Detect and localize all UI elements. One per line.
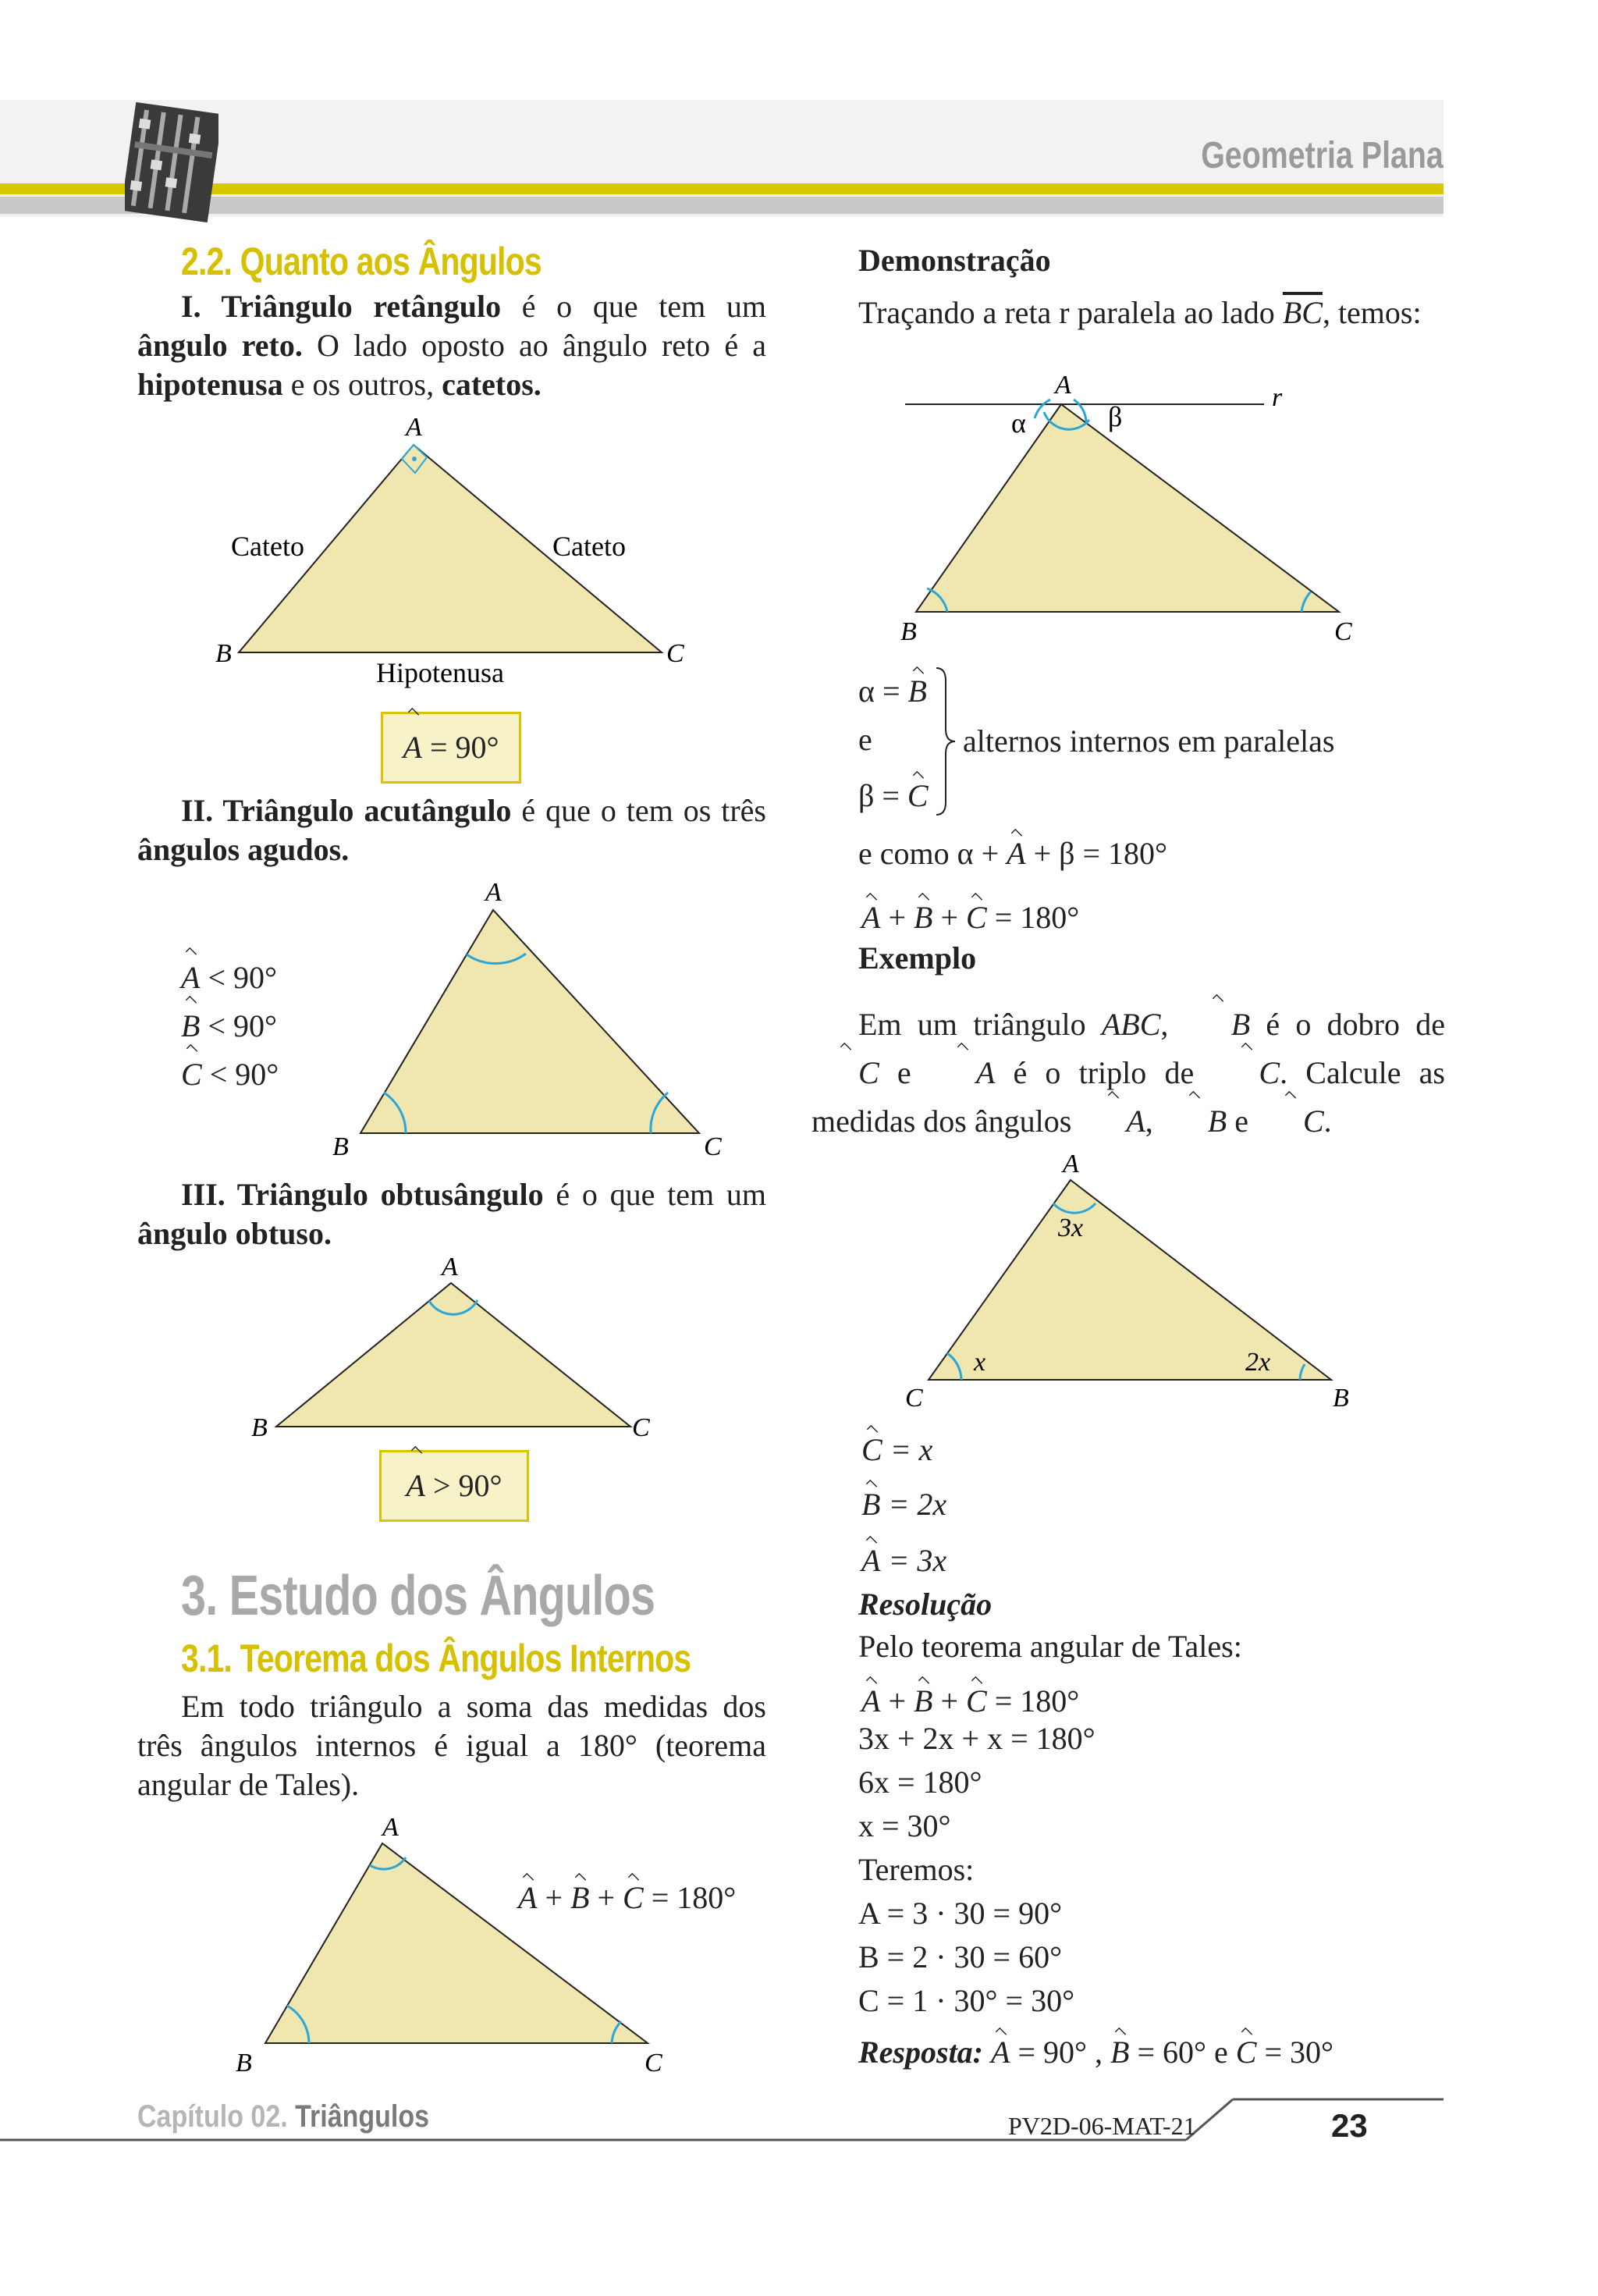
result-b: B = 2 · 30 = 60° xyxy=(858,1939,1063,1974)
vertex-b: B xyxy=(251,1413,268,1442)
vertex-a: A xyxy=(442,1253,458,1281)
relation: > 90° xyxy=(424,1468,502,1503)
text: , temos: xyxy=(1322,295,1422,330)
hypotenuse-label: Hipotenusa xyxy=(376,657,504,688)
resolution-text: Pelo teorema angular de Tales: xyxy=(858,1629,1242,1664)
resolution-sum: A + B + C = 180° xyxy=(861,1683,1080,1718)
demonstration-figure xyxy=(874,367,1389,648)
relation-a: A < 90° xyxy=(181,954,279,1002)
heading-2-2: 2.2. Quanto aos Ângulos xyxy=(181,240,542,283)
paragraph-acute-triangle xyxy=(137,791,766,869)
result-a: A = 3 · 30 = 90° xyxy=(858,1896,1063,1931)
vertex-c: C xyxy=(666,639,684,668)
vertex-b: B xyxy=(332,1132,349,1161)
acute-triangle-figure xyxy=(320,874,741,1163)
vertex-a: A xyxy=(485,878,502,907)
vertex-c: C xyxy=(1334,617,1352,646)
vertex-a: A xyxy=(382,1813,399,1842)
resolution-title: Resolução xyxy=(858,1587,993,1622)
eq-beta: β = C xyxy=(858,778,929,813)
angle-2x: 2x xyxy=(1245,1348,1271,1377)
term: I. Triângulo retângulo xyxy=(181,289,502,324)
term: catetos. xyxy=(442,367,542,402)
term: III. Triângulo obtusângulo xyxy=(181,1177,544,1212)
vertex-c: C xyxy=(704,1132,722,1161)
beta-label: β xyxy=(1108,401,1123,432)
paragraph-tales: Em todo triângulo a soma das medidas dos três ângulos internos é igual a 180° (teorema angular de Tales). xyxy=(137,1689,766,1802)
text: e os outros, xyxy=(282,367,442,402)
angle-3x: 3x xyxy=(1058,1214,1084,1242)
sum-equation-left: A + B + C = 180° xyxy=(518,1880,737,1915)
header-section-title: Geometria Plana xyxy=(1201,135,1444,176)
result-c: C = 1 · 30° = 30° xyxy=(858,1983,1075,2018)
obtuse-angle-box xyxy=(379,1450,529,1522)
segment-bc: $\overline{BC}$ xyxy=(1282,295,1323,330)
heading-3-1: 3.1. Teorema dos Ângulos Internos xyxy=(181,1637,691,1680)
paragraph-obtuse-triangle xyxy=(137,1175,766,1253)
step-1: 3x + 2x + x = 180° xyxy=(858,1721,1096,1756)
right-triangle-figure xyxy=(211,412,694,693)
teremos: Teremos: xyxy=(858,1852,975,1887)
abacus-logo xyxy=(125,100,218,229)
text: é que o tem os três xyxy=(511,793,766,828)
paragraph-right-triangle xyxy=(137,287,766,404)
vertex-c: C xyxy=(632,1413,650,1442)
eq-alpha: α = B xyxy=(858,674,927,709)
term: II. Triângulo acutângulo xyxy=(181,793,512,828)
relation-b: B < 90° xyxy=(181,1002,279,1050)
angle-var: A xyxy=(407,1452,425,1519)
example-title: Exemplo xyxy=(858,940,977,976)
line-b-2x: B = 2x xyxy=(861,1487,947,1522)
cateto-right-label: Cateto xyxy=(552,531,626,562)
line-a-3x: A = 3x xyxy=(861,1543,947,1578)
vertex-a: A xyxy=(406,413,422,442)
relation: = 90° xyxy=(421,730,499,765)
alpha-label: α xyxy=(1011,407,1026,439)
curly-brace xyxy=(932,665,963,818)
relation-c: C < 90° xyxy=(181,1050,279,1099)
footer-code: PV2D-06-MAT-21 xyxy=(1008,2112,1196,2140)
text: é o que tem um xyxy=(501,289,766,324)
term: hipotenusa xyxy=(137,367,283,402)
vertex-b: B xyxy=(236,2049,252,2074)
sum-triangle-figure xyxy=(226,1809,679,2074)
brace-text: alternos internos em paralelas xyxy=(963,723,1335,759)
answer-line: Resposta: A = 90° , B = 60° e C = 30° xyxy=(858,2035,1333,2070)
example-triangle-figure xyxy=(890,1144,1373,1417)
angle-var: A xyxy=(403,714,422,781)
term: ângulos agudos. xyxy=(137,832,350,867)
step-2: 6x = 180° xyxy=(858,1765,982,1800)
vertex-c: C xyxy=(905,1384,923,1413)
text: O lado oposto ao ângulo reto é a xyxy=(302,328,767,363)
eq-e: e xyxy=(858,722,872,757)
line-r-label: r xyxy=(1272,383,1283,412)
demo-paragraph xyxy=(811,293,1445,332)
right-angle-box xyxy=(381,712,521,784)
example-paragraph: Em um triângulo ABC, B é o dobro de C e A é o triplo de C. Calcule as medidas dos ângulos A, B e C. xyxy=(811,1001,1445,1146)
acute-relations xyxy=(181,954,279,1099)
answer-label: Resposta: xyxy=(858,2035,983,2070)
vertex-c: C xyxy=(645,2049,662,2074)
vertex-a: A xyxy=(1055,371,1071,400)
vertex-b: B xyxy=(1333,1384,1349,1413)
footer-rule xyxy=(0,2096,1451,2143)
vertex-a: A xyxy=(1063,1150,1079,1178)
chapter-number: Capítulo 02. xyxy=(137,2099,288,2134)
vertex-b: B xyxy=(215,639,232,668)
heading-3: 3. Estudo dos Ângulos xyxy=(181,1565,655,1627)
angle-x: x xyxy=(974,1348,986,1377)
term: ângulo obtuso. xyxy=(137,1216,332,1251)
term: ângulo reto. xyxy=(137,328,303,363)
text: é o que tem um xyxy=(543,1177,766,1212)
chapter-title: Triângulos xyxy=(287,2099,430,2134)
obtuse-triangle-figure xyxy=(234,1249,671,1444)
e-como-line: e como α + A + β = 180° xyxy=(858,836,1168,871)
line-c-x: C = x xyxy=(861,1432,933,1467)
cateto-left-label: Cateto xyxy=(231,531,304,562)
sum-line: A + B + C = 180° xyxy=(861,900,1080,935)
page-number: 23 xyxy=(1331,2107,1368,2144)
step-3: x = 30° xyxy=(858,1808,951,1843)
demo-title: Demonstração xyxy=(858,243,1051,278)
vertex-b: B xyxy=(900,617,917,646)
text: Traçando a reta r paralela ao lado xyxy=(858,295,1283,330)
